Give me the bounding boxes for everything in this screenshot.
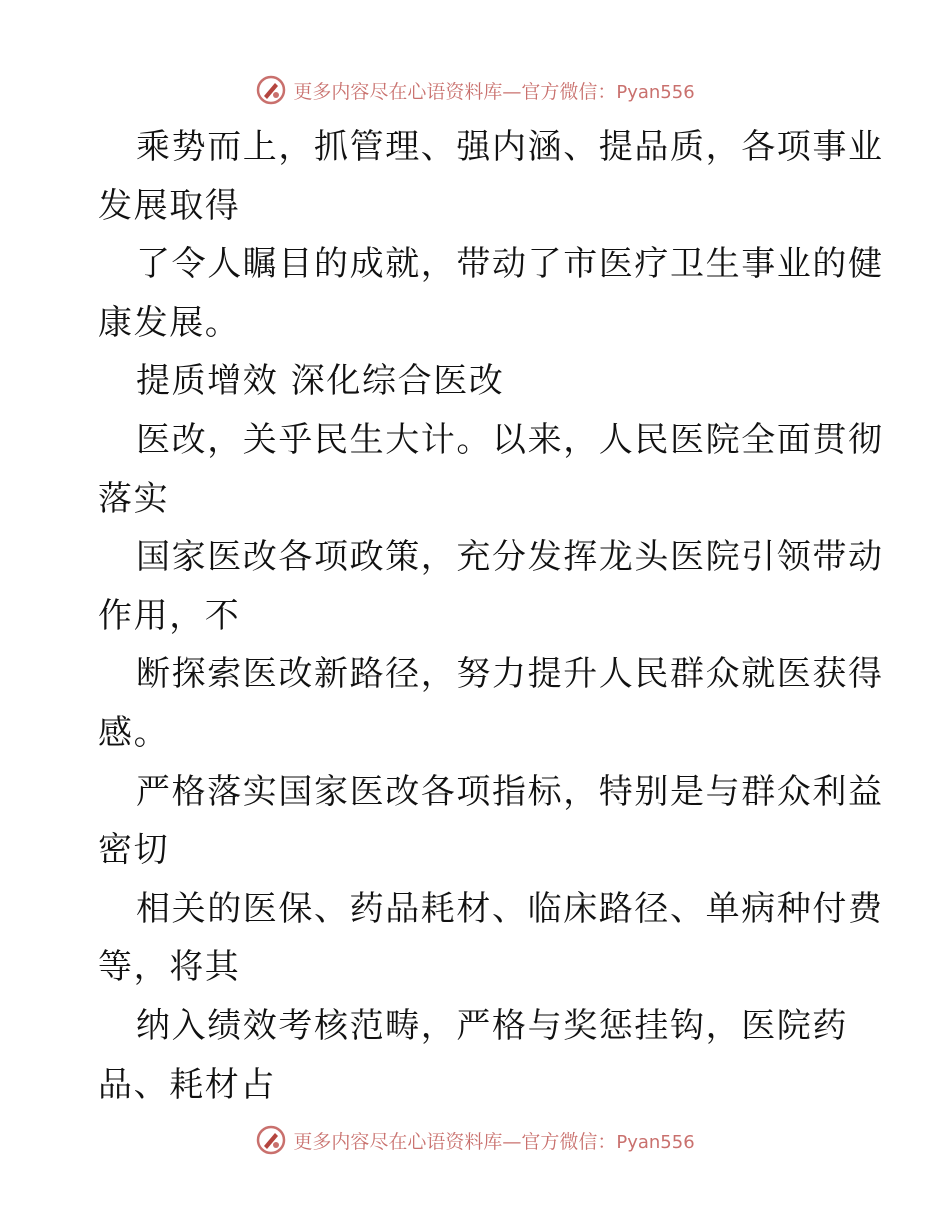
paragraph-line: 发展取得 — [98, 185, 241, 226]
document-body — [98, 118, 884, 1114]
watermark-text: 更多内容尽在心语资料库—官方微信：Pyan556 — [293, 80, 695, 103]
paragraph-line: 密切 — [98, 830, 170, 871]
paragraph-line: 相关的医保、药品耗材、临床路径、单病种付费 — [136, 888, 884, 929]
paragraph-line: 断探索医改新路径，努力提升人民群众就医获得 — [136, 654, 884, 695]
paragraph-line: 落实 — [98, 478, 170, 519]
paragraph-line: 品、耗材占 — [98, 1064, 276, 1105]
header-watermark — [0, 70, 950, 110]
paragraph-line: 感。 — [98, 712, 170, 753]
paragraph-line: 康发展。 — [98, 302, 241, 343]
watermark-handle: Pyan556 — [616, 81, 695, 103]
watermark-handle: Pyan556 — [616, 1131, 695, 1153]
paragraph-line: 纳入绩效考核范畴，严格与奖惩挂钩，医院药 — [136, 1005, 848, 1046]
paragraph-line: 乘势而上，抓管理、强内涵、提品质，各项事业 — [136, 127, 884, 167]
paragraph-line: 提质增效 深化综合医改 — [136, 361, 505, 402]
paragraph-line: 作用，不 — [98, 595, 241, 636]
seal-logo-icon — [255, 74, 287, 106]
paragraph-line: 了令人瞩目的成就，带动了市医疗卫生事业的健 — [136, 244, 884, 285]
paragraph-line: 国家医改各项政策，充分发挥龙头医院引领带动 — [136, 537, 884, 578]
watermark-text: 更多内容尽在心语资料库—官方微信：Pyan556 — [293, 1130, 695, 1153]
paragraph-line: 医改，关乎民生大计。以来，人民医院全面贯彻 — [136, 419, 884, 460]
seal-logo-icon — [255, 1124, 287, 1156]
paragraph-line: 等，将其 — [98, 947, 241, 988]
paragraph-line: 严格落实国家医改各项指标，特别是与群众利益 — [136, 771, 884, 812]
footer-watermark — [0, 1120, 950, 1160]
